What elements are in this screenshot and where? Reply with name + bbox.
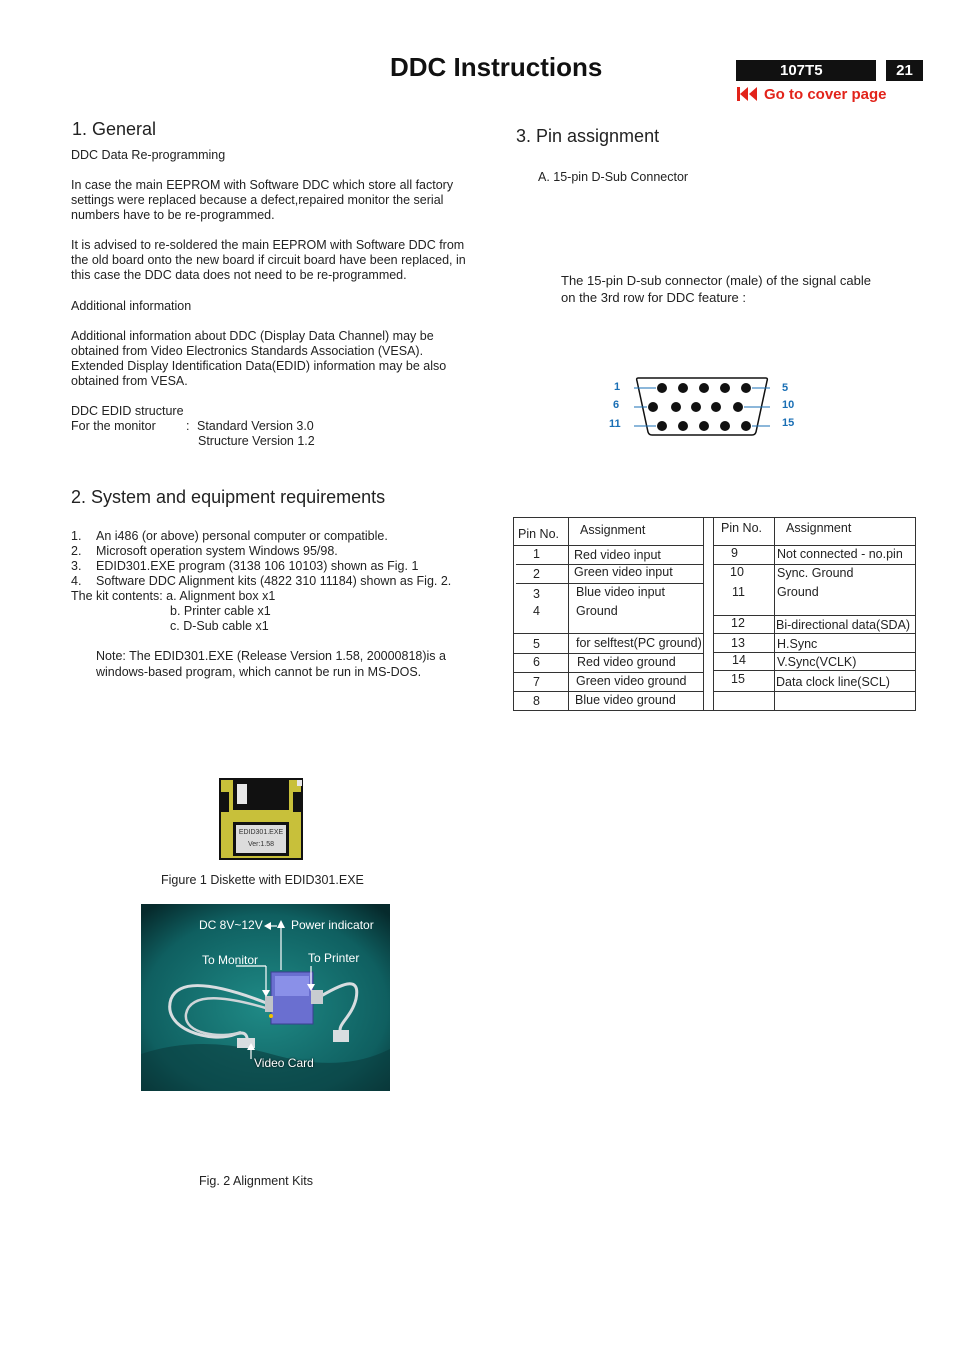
header-pin-left: Pin No. [518,527,559,541]
video-card-label: Video Card [254,1056,314,1070]
general-heading: 1. General [72,119,157,139]
version-colon: : [186,419,190,433]
connector-description: The 15-pin D-sub connector (male) of the signal cable on the 3rd row for DDC feature : [561,273,871,305]
requirements-list [71,529,451,589]
list-item: 4. Software DDC Alignment kits (4822 310 11184) shown as Fig. 2. [71,574,452,588]
figure-2-caption: Fig. 2 Alignment Kits [199,1174,313,1188]
alignment-kit-photo [141,904,390,1091]
pin-label-11: 11 [609,418,621,430]
go-to-cover-link[interactable] [736,84,887,104]
pin-label-5: 5 [782,382,789,394]
kit-contents-b: b. Printer cable x1 [170,604,271,618]
pin-label-6: 6 [613,399,620,411]
pin-label-1: 1 [614,381,621,393]
pin-assignment-table: Pin No. Assignment Pin No. Assignment 1 Red video input 2 Green video input 3 Blue video input 4 Ground 5 for selftest(PC ground) 6 Red video ground 7 Green video ground 8 Blue video ground 9 Not connected - no.pin 10 Sync. Ground 11 Ground 12 Bi-directional data(SDA) 13 H.Sync 14 V.Sync(VCLK) 15 Data clock line(SCL) [513,517,916,711]
dsub-connector-icon [634,376,770,438]
diskette-figure [219,778,303,860]
general-para-2: It is advised to re-soldered the main EEPROM with Software DDC from the old board onto the new board if circuit board have been replaced, in this case the DDC data does not need to be re-programmed. [71,238,466,282]
page-title: DDC Instructions [390,52,603,82]
general-para-3: Additional information about DDC (Display Data Channel) may be obtained from Video Electronics Standards Association (VESA). Extended Display Identification Data(EDID) information may be also obtained from VESA. [71,329,447,388]
standard-version: Standard Version 3.0 [197,419,314,433]
power-indicator-label: Power indicator [291,918,374,932]
kit-contents-c: c. D-Sub cable x1 [170,619,269,633]
list-item: 1. An i486 (or above) personal computer or compatible. [71,529,388,543]
note-line-2: windows-based program, which cannot be run in MS-DOS. [96,665,422,679]
diskette-label: EDID301.EXE Ver:1.58 [238,829,284,848]
dc-voltage-label: DC 8V~12V [199,918,263,932]
to-printer-label: To Printer [308,951,360,965]
header-assign-left: Assignment [580,523,646,537]
system-heading: 2. System and equipment requirements [71,487,386,507]
figure-1-caption: Figure 1 Diskette with EDID301.EXE [161,873,364,887]
general-subheading: DDC Data Re-programming [71,148,226,162]
page-number-badge: 21 [886,60,923,81]
header-pin-right: Pin No. [721,521,762,535]
structure-version: Structure Version 1.2 [198,434,315,448]
list-item: 2. Microsoft operation system Windows 95/98. [71,544,338,558]
list-item: 3. EDID301.EXE program (3138 106 10103) shown as Fig. 1 [71,559,419,573]
dsub-connector-diagram [634,376,770,438]
pin-assignment-heading: 3. Pin assignment [516,126,660,146]
model-badge: 107T5 [736,60,876,81]
to-monitor-label: To Monitor [202,953,259,967]
kit-contents-a: The kit contents: a. Alignment box x1 [71,589,276,603]
note-line-1: Note: The EDID301.EXE (Release Version 1.58, 20000818)is a [96,649,446,663]
pin-label-15: 15 [782,417,795,429]
edid-structure-title: DDC EDID structure [71,404,184,418]
connector-title: A. 15-pin D-Sub Connector [538,170,689,184]
cover-link-label: Go to cover page [764,85,887,103]
additional-info-title: Additional information [71,299,192,313]
first-page-icon [736,86,758,102]
general-para-1: In case the main EEPROM with Software DDC which store all factory settings were replaced because a defect,repaired monitor the serial numbers have to be re-programmed. [71,178,454,222]
pin-label-10: 10 [782,399,795,411]
monitor-label: For the monitor [71,419,156,433]
header-assign-right: Assignment [786,521,852,535]
